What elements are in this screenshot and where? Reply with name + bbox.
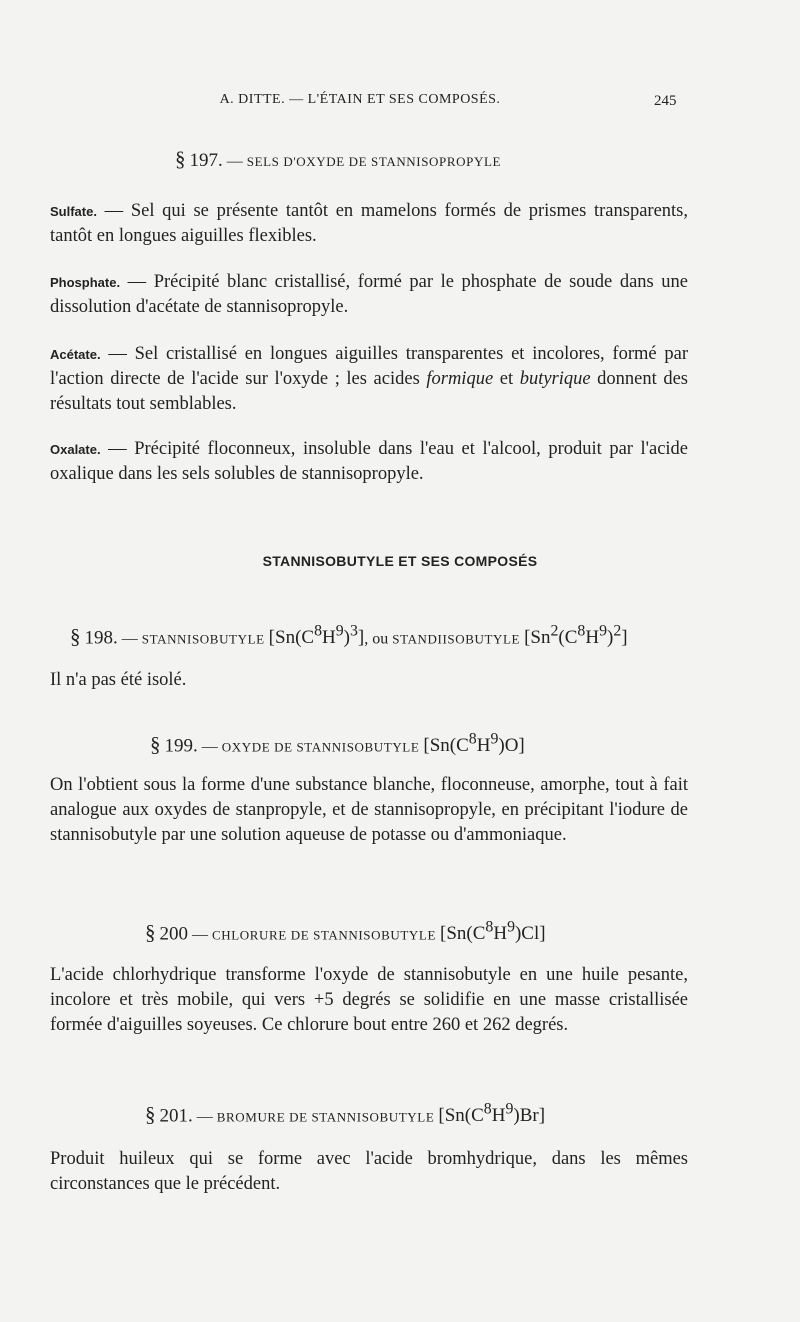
paragraph-lead: Oxalate. (50, 442, 101, 457)
formula: $[Sn(C^8H^9)Br]$ (438, 1101, 546, 1127)
paragraph-lead: Acétate. (50, 347, 101, 362)
paragraph-text: — Sel cristallisé en longues aiguilles transparentes et incolores, formé par l'action directe de l'acide sur l'oxyde ; les acides (50, 344, 689, 389)
section-dash: — (192, 926, 208, 944)
italic-term: formique (426, 369, 494, 389)
section-dash: — (196, 1108, 213, 1126)
section-number: 200 (159, 923, 188, 945)
section-title: BROMURE DE STANNISOBUTYLE (216, 1109, 435, 1125)
section-title: SELS D'OXYDE DE STANNISOPROPYLE (246, 154, 502, 169)
paragraph-201: Produit huileux qui se forme avec l'acide bromhydrique, dans les mêmes circonstances que le précédent. (50, 1149, 688, 1194)
section-symbol: § (145, 920, 156, 945)
compound-name: STANNISOBUTYLE (141, 631, 265, 647)
section-201-title (145, 1101, 800, 1127)
paragraph-text: — Précipité floconneux, insoluble dans l'eau et l'alcool, produit par l'acide oxalique dans les sels solubles de stannisopropyle. (50, 439, 689, 484)
section-198-title (70, 623, 770, 649)
paragraph-199: On l'obtient sous la forme d'une substance blanche, floconneuse, amorphe, tout à fait analogue aux oxydes de stanpropyle, et de stannisopropyle, en précipitant l'iodure de stannisobutyle par une solution aqueuse de potasse ou d'ammoniaque. (50, 775, 688, 845)
section-dash: — (201, 738, 218, 756)
section-200-title (145, 919, 800, 945)
section-dash: — (121, 630, 138, 648)
paragraph-lead: Phosphate. (50, 275, 121, 290)
section-number: 197. (189, 150, 223, 171)
section-number: 199. (164, 735, 198, 757)
paragraph-text: donnent des résultats tout semblables. (50, 369, 689, 414)
paragraph-198: Il n'a pas été isolé. (50, 670, 187, 690)
section-title: CHLORURE DE STANNISOBUTYLE (212, 927, 436, 943)
paragraph-sulfate (50, 199, 688, 249)
section-symbol: § (145, 1102, 156, 1127)
paragraph-acetate (50, 342, 688, 417)
paragraph-text: — Précipité blanc cristallisé, formé par le phosphate de soude dans une dissolution d'acétate de stannisopropyle. (50, 272, 689, 317)
section-199-title (150, 731, 800, 757)
section-symbol: § (175, 147, 186, 171)
paragraph-lead: Sulfate. (50, 204, 97, 219)
section-197-title (175, 147, 800, 172)
formula: $[Sn(C^8H^9)O]$ (423, 731, 525, 757)
section-symbol: § (150, 732, 161, 757)
conjunction: , ou (364, 630, 389, 648)
italic-term: butyrique (519, 369, 591, 389)
running-head: A. DITTE. — L'ÉTAIN ET SES COMPOSÉS. (219, 92, 501, 107)
section-number: 201. (159, 1105, 193, 1127)
paragraph-200: L'acide chlorhydrique transforme l'oxyde de stannisobutyle en une huile pesante, incolore et très mobile, qui vers +5 degrés se solidifie en une masse cristallisée formée d'aiguilles soyeuses. Ce chlorure bout entre 260 et 262 degrés. (50, 965, 688, 1035)
conjunction: et (499, 369, 514, 389)
formula: $[Sn^2(C^8H^9)^2]$ (524, 623, 628, 649)
paragraph-text: — Sel qui se présente tantôt en mamelons formés de prismes transparents, tantôt en longues aiguilles flexibles. (50, 201, 688, 246)
chapter-heading: STANNISOBUTYLE ET SES COMPOSÉS (262, 553, 538, 569)
section-dash: — (226, 153, 243, 170)
section-symbol: § (70, 624, 81, 649)
paragraph-phosphate (50, 270, 688, 320)
formula: $[Sn(C^8H^9)^3]$ (268, 623, 365, 649)
page-number: 245 (654, 93, 677, 109)
compound-name: STANDIISOBUTYLE (392, 631, 521, 647)
section-number: 198. (84, 627, 118, 649)
formula: $[Sn(C^8H^9)Cl]$ (440, 919, 546, 945)
paragraph-oxalate (50, 437, 688, 487)
section-title: OXYDE DE STANNISOBUTYLE (221, 739, 420, 755)
